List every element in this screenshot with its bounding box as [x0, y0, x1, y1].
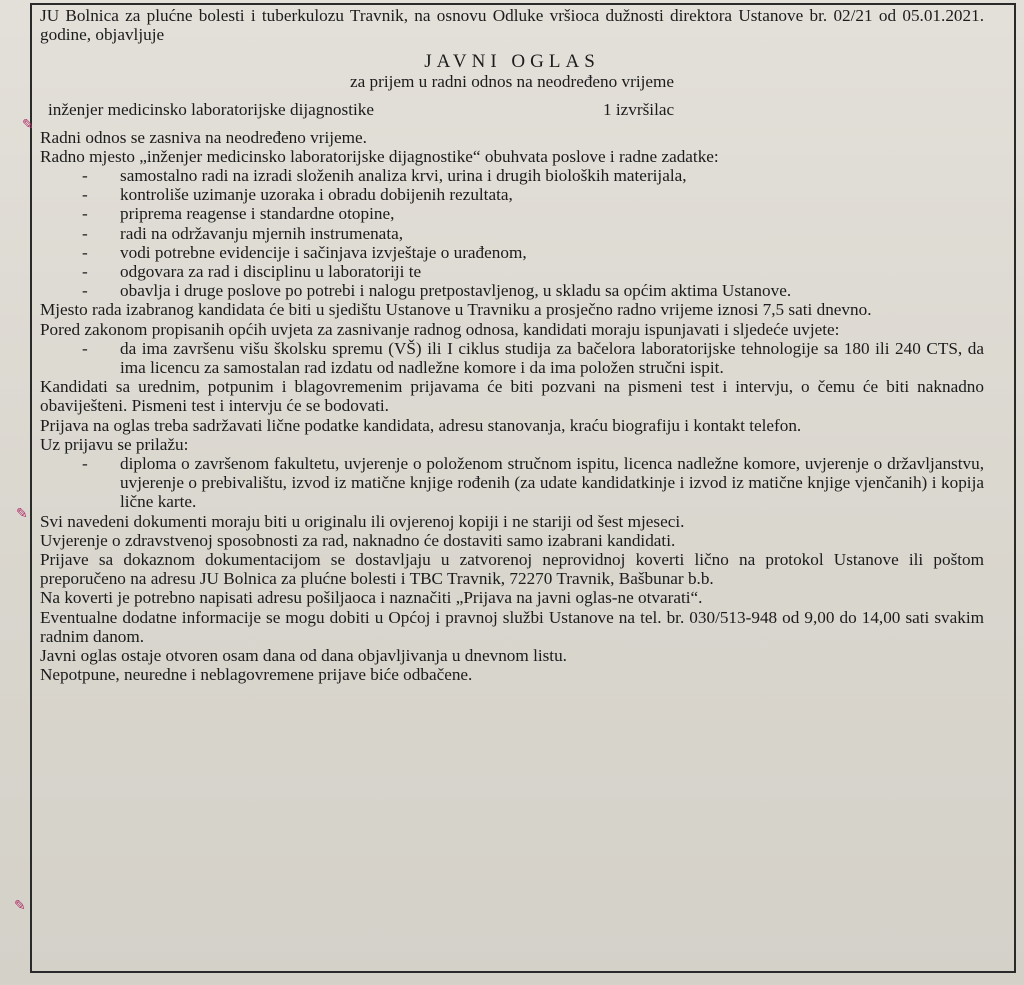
paragraph: Prijava na oglas treba sadržavati lične podatke kandidata, adresu stanovanja, kraću biografiju i kontakt telefon.	[40, 415, 802, 435]
position-name: inženjer medicinsko laboratorijske dijagnostike	[48, 100, 374, 120]
duties-list	[40, 166, 984, 300]
list-item: - vodi potrebne evidencije i sačinjava izvještaje o urađenom,	[82, 242, 527, 262]
paragraph: Prijave sa dokaznom dokumentacijom se dostavljaju u zatvorenoj neprovidnoj koverti lično na protokol Ustanove ili poštom preporučeno na adresu JU Bolnica za plućne bolesti i TBC Travnik, 72270 Travnik, Bašbunar b.b.	[40, 550, 984, 589]
paragraph: Radni odnos se zasniva na neodređeno vrijeme.	[40, 127, 367, 147]
paragraph: Na koverti je potrebno napisati adresu pošiljaoca i naznačiti „Prijava na javni oglas-ne otvarati“.	[40, 588, 703, 608]
list-item: - da ima završenu višu školsku spremu (VŠ) ili I ciklus studija za bačelora laboratorijske tehnologije sa 180 ili 240 CTS, da ima licencu za samostalan rad izdatu od nadležne komore i da ima položen stručni ispit.	[82, 338, 984, 378]
paragraph: Kandidati sa urednim, potpunim i blagovremenim prijavama će biti pozvani na pismeni test i intervju, o čemu će biti naknadno obaviješteni. Pismeni test i intervju će se bodovati.	[40, 377, 984, 416]
position-count: 1 izvršilac	[603, 100, 675, 120]
paragraph: Mjesto rada izabranog kandidata će biti u sjedištu Ustanove u Travniku a prosječno radno vrijeme iznosi 7,5 sati dnevno.	[40, 300, 872, 320]
attachments-list	[40, 454, 984, 512]
list-item: - obavlja i druge poslove po potrebi i nalogu pretpostavljenog, u skladu sa općim aktima Ustanove.	[82, 281, 792, 301]
list-item: - odgovara za rad i disciplinu u laboratoriji te	[82, 262, 422, 282]
requirements-list	[40, 339, 984, 377]
ad-subtitle: za prijem u radni odnos na neodređeno vrijeme	[349, 72, 675, 92]
paragraph: Uvjerenje o zdravstvenoj sposobnosti za rad, naknadno će dostaviti samo izabrani kandidati.	[40, 530, 676, 550]
paragraph: Uz prijavu se prilažu:	[40, 434, 189, 454]
list-item: - radi na održavanju mjernih instrumenata,	[82, 223, 404, 243]
paragraph: Nepotpune, neuredne i neblagovremene prijave biće odbačene.	[40, 665, 473, 685]
paragraph: Javni oglas ostaje otvoren osam dana od dana objavljivanja u dnevnom listu.	[40, 646, 567, 666]
list-item: - samostalno radi na izradi složenih analiza krvi, urina i drugih bioloških materijala,	[82, 166, 687, 186]
list-item: - priprema reagense i standardne otopine,	[82, 204, 395, 224]
paragraph: Pored zakonom propisanih općih uvjeta za zasnivanje radnog odnosa, kandidati moraju ispunjavati i sljedeće uvjete:	[40, 319, 840, 339]
position-row	[40, 100, 984, 119]
pen-mark-icon: ✎	[16, 506, 28, 522]
pen-mark-icon: ✎	[14, 898, 26, 914]
paragraph: Radno mjesto „inženjer medicinsko laboratorijske dijagnostike“ obuhvata poslove i radne zadatke:	[40, 146, 719, 166]
list-item: - kontroliše uzimanje uzoraka i obradu dobijenih rezultata,	[82, 185, 513, 205]
intro-text: JU Bolnica za plućne bolesti i tuberkulozu Travnik, na osnovu Odluke vršioca dužnosti direktora Ustanove br. 02/21 od 05.01.2021. godine, objavljuje	[40, 6, 984, 45]
pen-mark-icon: ✎	[22, 117, 34, 133]
ad-content	[40, 6, 984, 685]
ad-title: JAVNI OGLAS	[424, 51, 600, 73]
paragraph: Eventualne dodatne informacije se mogu dobiti u Općoj i pravnoj službi Ustanove na tel. br. 030/513-948 od 9,00 do 14,00 sati svakim radnim danom.	[40, 607, 984, 646]
paragraph: Svi navedeni dokumenti moraju biti u originalu ili ovjerenoj kopiji i ne stariji od šest mjeseci.	[40, 511, 685, 531]
list-item: - diploma o završenom fakultetu, uvjerenje o položenom stručnom ispitu, licenca nadležne komore, uvjerenje o državljanstvu, uvjerenje o prebivalištu, izvod iz matične knjige rođenih (za udate kandidatkinje i izvod iz matične knjige vjenčanih) i kopija lične karte.	[82, 454, 984, 512]
